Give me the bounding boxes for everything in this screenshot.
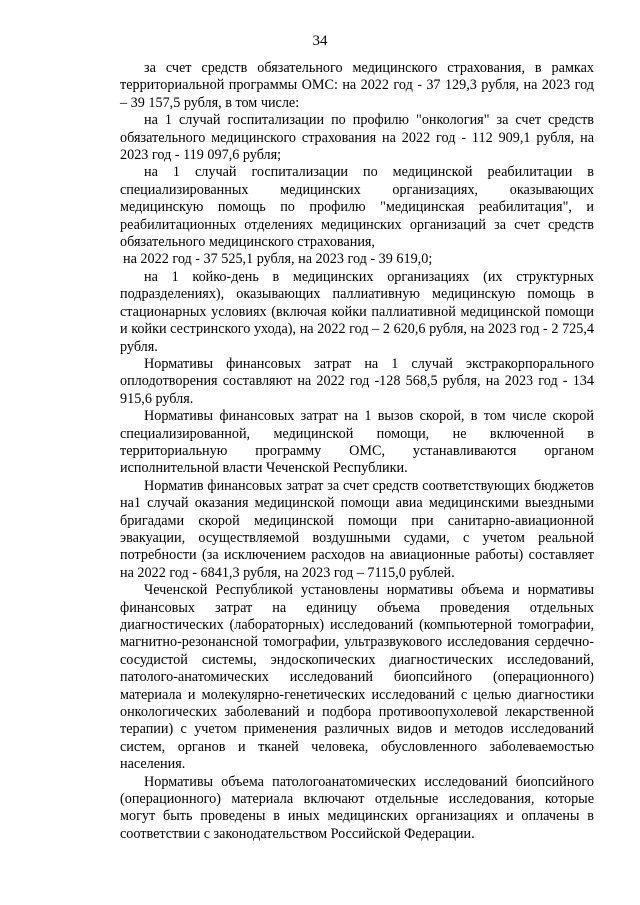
- paragraph: на 1 случай госпитализации по профилю "онкология" за счет средств обязательного медицинского страхования на 2022 год - 112 909,1 рубля, на 2023 год - 119 097,6 рубля;: [120, 112, 594, 164]
- page-number: 34: [312, 33, 328, 49]
- paragraph: на 1 случай госпитализации по медицинской реабилитации в специализированных медицинских организациях, оказывающих медицинскую помощь по профилю "медицинская реабилитация", и реабилитационных отделениях медицинских организаций за счет средств обязательного медицинского страхования,: [120, 164, 594, 251]
- paragraph: на 2022 год - 37 525,1 рубля, на 2023 год - 39 619,0;: [123, 251, 433, 268]
- document-body: [120, 60, 594, 843]
- paragraph: Нормативы финансовых затрат на 1 случай экстракорпорального оплодотворения составляют на 2022 год -128 568,5 рубля, на 2023 год - 134 915,6 рубля.: [120, 355, 594, 407]
- paragraph: Нормативы финансовых затрат на 1 вызов скорой, в том числе скорой специализированной, медицинской помощи, не включенной в территориальную программу ОМС, устанавливаются органом исполнительной власти Чеченской Республики.: [120, 408, 594, 477]
- paragraph: Чеченской Республикой установлены нормативы объема и нормативы финансовых затрат на единицу объема проведения отдельных диагностических (лабораторных) исследований (компьютерной томографии, магнитно-резонансной томографии, ультразвукового исследования сердечно-сосудистой системы, эндоскопических диагностических исследований, патолого-анатомических исследований биопсийного (операционного) материала и молекулярно-генетических исследований с целью диагностики онкологических заболеваний и подбора противоопухолевой лекарственной терапии) с учетом применения различных видов и методов исследований систем, органов и тканей человека, обусловленного заболеваемостью населения.: [120, 582, 594, 773]
- paragraph: Нормативы объема патологоанатомических исследований биопсийного (операционного) материала включают отдельные исследования, которые могут быть проведены в иных медицинских организациях и оплачены в соответствии с законодательством Российской Федерации.: [120, 773, 594, 842]
- paragraph: Норматив финансовых затрат за счет средств соответствующих бюджетов на1 случай оказания медицинской помощи авиа медицинскими выездными бригадами скорой медицинской помощи при санитарно-авиационной эвакуации, осуществляемой воздушными судами, с учетом реальной потребности (за исключением расходов на авиационные работы) составляет на 2022 год - 6841,3 рубля, на 2023 год – 7115,0 рублей.: [120, 477, 594, 581]
- paragraph: за счет средств обязательного медицинского страхования, в рамках территориальной программы ОМС: на 2022 год - 37 129,3 рубля, на 2023 год – 39 157,5 рубля, в том числе:: [120, 60, 594, 111]
- paragraph: на 1 койко-день в медицинских организациях (их структурных подразделениях), оказывающих паллиативную медицинскую помощь в стационарных условиях (включая койки паллиативной медицинской помощи и койки сестринского ухода), на 2022 год – 2 620,6 рубля, на 2023 год - 2 725,4 рубля.: [120, 268, 594, 355]
